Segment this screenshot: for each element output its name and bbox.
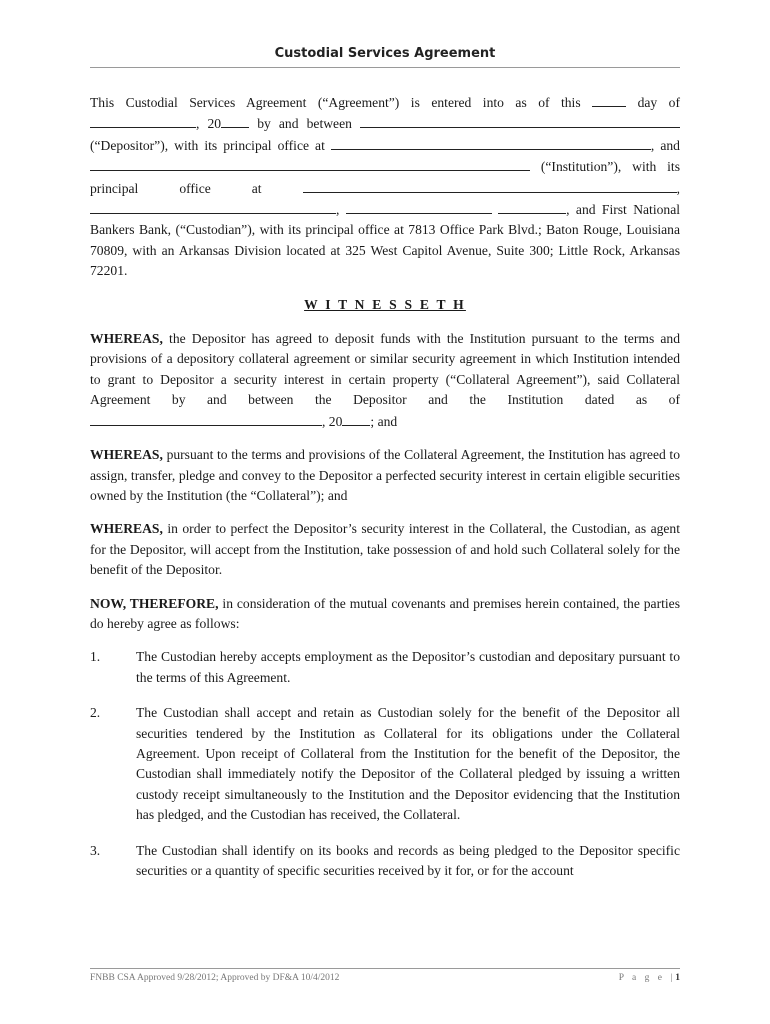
- document-body: [90, 92, 680, 896]
- blank-depositor-address: [331, 135, 651, 150]
- clause-number: 3.: [90, 842, 101, 858]
- now-therefore-paragraph: NOW, THEREFORE, in consideration of the mutual covenants and premises herein contained, the parties do hereby agree as follows:: [90, 595, 680, 631]
- intro-text-f: ,: [650, 137, 655, 153]
- clause-number: 2.: [90, 705, 101, 721]
- clause-3: [90, 841, 680, 882]
- intro-text-j: ,: [676, 180, 681, 196]
- whereas-paragraph-1: WHEREAS, the Depositor has agreed to deposit funds with the Institution pursuant to the terms and provisions of a depository collateral agreement or similar security agreement in which Institution intended to grant to Depositor a security interest in certain property (“Collateral Agreement”), said Collateral Agreement by and between the Depositor and the Institution dated as of , 20 ; and: [90, 331, 680, 429]
- intro-text-a: This Custodial Services Agreement (“Agreement”) is entered into as of this: [90, 95, 581, 110]
- blank-institution-name: [90, 156, 530, 171]
- intro-text-k: ,: [336, 202, 340, 218]
- blank-institution-city: [90, 199, 336, 214]
- intro-text-b: day of: [637, 95, 680, 110]
- clause-text: The Custodian shall accept and retain as Custodian solely for the benefit of the Depositor all securities tendered by the Institution as Collateral for its obligations under the Collateral Agreement. Upon receipt of Collateral from the Institution for the benefit of the Depositor, the Custodian shall immediately notify the Depositor of the Collateral pledged by issuing a written custody receipt simultaneously to the Institution and the Depositor evidencing that the Institution has pledged, and the Custodian has received, the Collateral.: [136, 705, 680, 823]
- page-indicator: P a g e |1: [618, 973, 680, 983]
- intro-text-g: and: [660, 137, 680, 153]
- intro-paragraph: [90, 92, 680, 282]
- witnesseth-heading: W I T N E S S E T H: [304, 296, 466, 312]
- blank-institution-address: [303, 178, 677, 193]
- blank-institution-zip: [498, 199, 566, 214]
- whereas-paragraph-3: WHEREAS, in order to perfect the Depositor’s security interest in the Collateral, the Custodian, as agent for the Depositor, will accept from the Institution, take possession of and hold such Collateral solely for the benefit of the Depositor.: [90, 521, 681, 578]
- intro-text-l: , and First National Bankers Bank, (“Custodian”), with its principal office at 7813 Office Park Blvd.; Baton Rouge, Louisiana 70809, with an Arkansas Division located at 325 West Capitol Avenue, Suite 300; Little Rock, Arkansas 72201.: [90, 202, 681, 279]
- intro-text-i: with its principal office at: [90, 159, 680, 196]
- blank-year: [221, 113, 249, 128]
- intro-text-h: (“Institution”),: [540, 159, 622, 175]
- page-footer: [90, 968, 680, 983]
- clause-number: 1.: [90, 649, 101, 665]
- blank-depositor-name: [360, 113, 680, 128]
- intro-text-d: by and between: [257, 116, 352, 132]
- clause-1: [90, 647, 680, 688]
- whereas-paragraph-2: WHEREAS, pursuant to the terms and provisions of the Collateral Agreement, the Institution has agreed to assign, transfer, pledge and convey to the Depositor a perfected security interest in certain eligible securities owned by the Institution (the “Collateral”); and: [90, 447, 680, 503]
- intro-text-c: , 20: [196, 116, 222, 132]
- clause-text: The Custodian hereby accepts employment as the Depositor’s custodian and depositary pursuant to the terms of this Agreement.: [136, 649, 680, 685]
- page-number: 1: [675, 973, 680, 983]
- page-header: [90, 46, 680, 68]
- blank-institution-state: [346, 199, 492, 214]
- blank-day: [592, 92, 626, 107]
- footer-approval-note: FNBB CSA Approved 9/28/2012; Approved by DF&A 10/4/2012: [90, 973, 340, 983]
- document-title: Custodial Services Agreement: [274, 46, 496, 61]
- clause-text: The Custodian shall identify on its books and records as being pledged to the Depositor specific securities or a quantity of specific securities received by it for, or for the account: [136, 842, 680, 878]
- blank-collateral-year: [342, 411, 370, 426]
- intro-text-e: (“Depositor”), with its principal office at: [90, 137, 325, 153]
- clause-2: [90, 703, 680, 825]
- blank-month: [90, 113, 196, 128]
- blank-collateral-date: [90, 411, 322, 426]
